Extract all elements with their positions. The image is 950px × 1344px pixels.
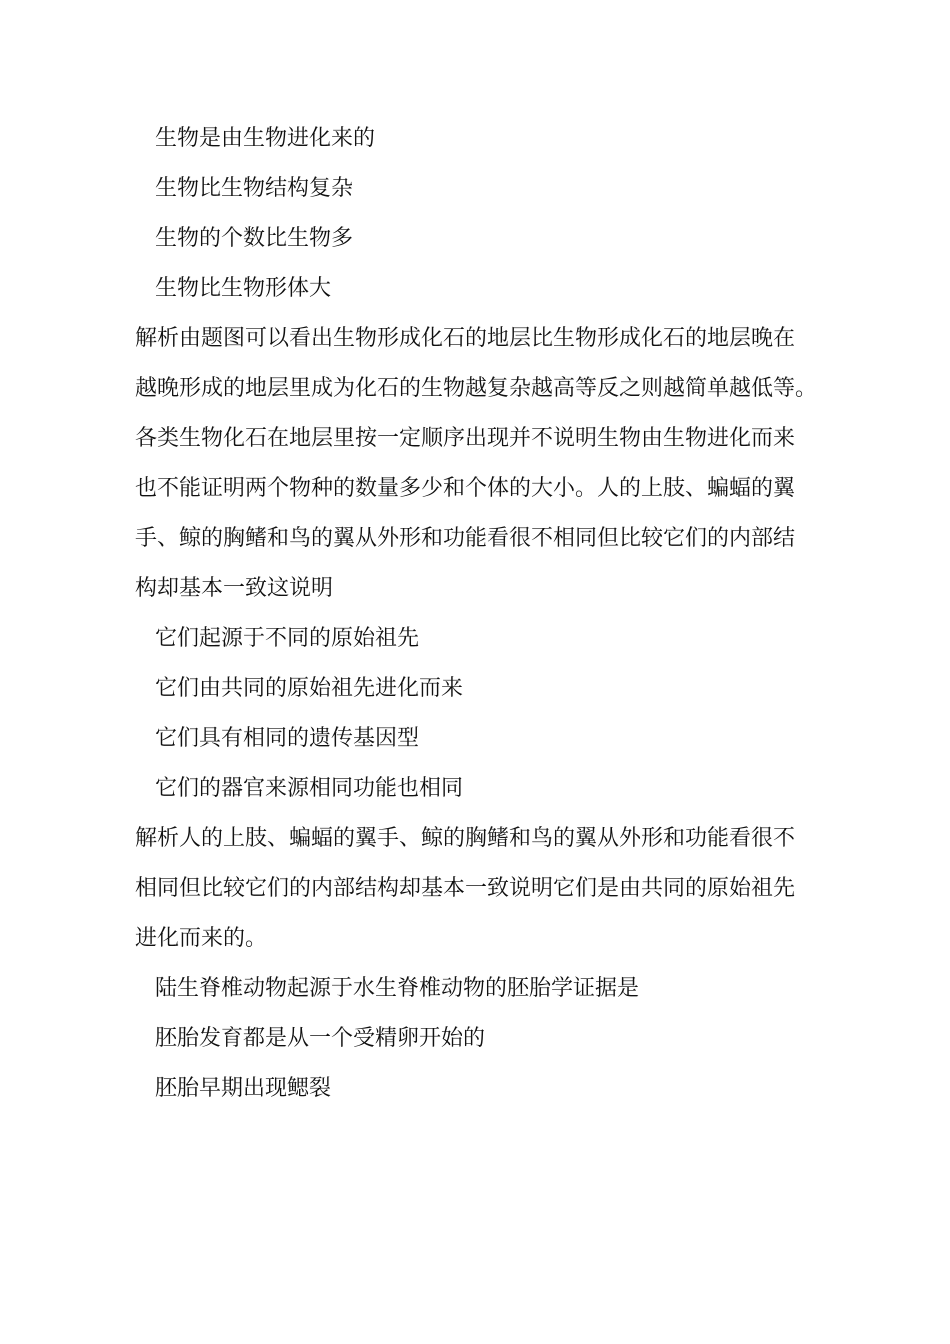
paragraph-line-8: 相同但比较它们的内部结构却基本一致说明它们是由共同的原始祖先 (135, 876, 796, 901)
option-line-2: 生物比生物结构复杂 (155, 176, 354, 201)
option-line-9: 胚胎发育都是从一个受精卵开始的 (155, 1026, 486, 1051)
option-line-8: 它们的器官来源相同功能也相同 (155, 776, 464, 801)
paragraph-line-5: 手、鲸的胸鳍和鸟的翼从外形和功能看很不相同但比较它们的内部结 (135, 526, 796, 551)
paragraph-line-6: 构却基本一致这说明 (135, 576, 334, 601)
paragraph-line-2: 越晚形成的地层里成为化石的生物越复杂越高等反之则越简单越低等。 (135, 376, 818, 401)
option-line-4: 生物比生物形体大 (155, 276, 332, 301)
option-line-6: 它们由共同的原始祖先进化而来 (155, 676, 464, 701)
option-line-1: 生物是由生物进化来的 (155, 126, 376, 151)
option-line-3: 生物的个数比生物多 (155, 226, 354, 251)
option-line-5: 它们起源于不同的原始祖先 (155, 626, 420, 651)
option-line-7: 它们具有相同的遗传基因型 (155, 726, 420, 751)
paragraph-line-9: 进化而来的。 (135, 926, 268, 951)
paragraph-line-4: 也不能证明两个物种的数量多少和个体的大小。人的上肢、蝙蝠的翼 (135, 476, 796, 501)
paragraph-line-3: 各类生物化石在地层里按一定顺序出现并不说明生物由生物进化而来 (135, 426, 796, 451)
option-line-10: 胚胎早期出现鳃裂 (155, 1076, 332, 1101)
paragraph-line-7: 解析人的上肢、蝙蝠的翼手、鲸的胸鳍和鸟的翼从外形和功能看很不 (135, 826, 796, 851)
paragraph-line-1: 解析由题图可以看出生物形成化石的地层比生物形成化石的地层晚在 (135, 326, 796, 351)
question-line: 陆生脊椎动物起源于水生脊椎动物的胚胎学证据是 (155, 976, 640, 1001)
